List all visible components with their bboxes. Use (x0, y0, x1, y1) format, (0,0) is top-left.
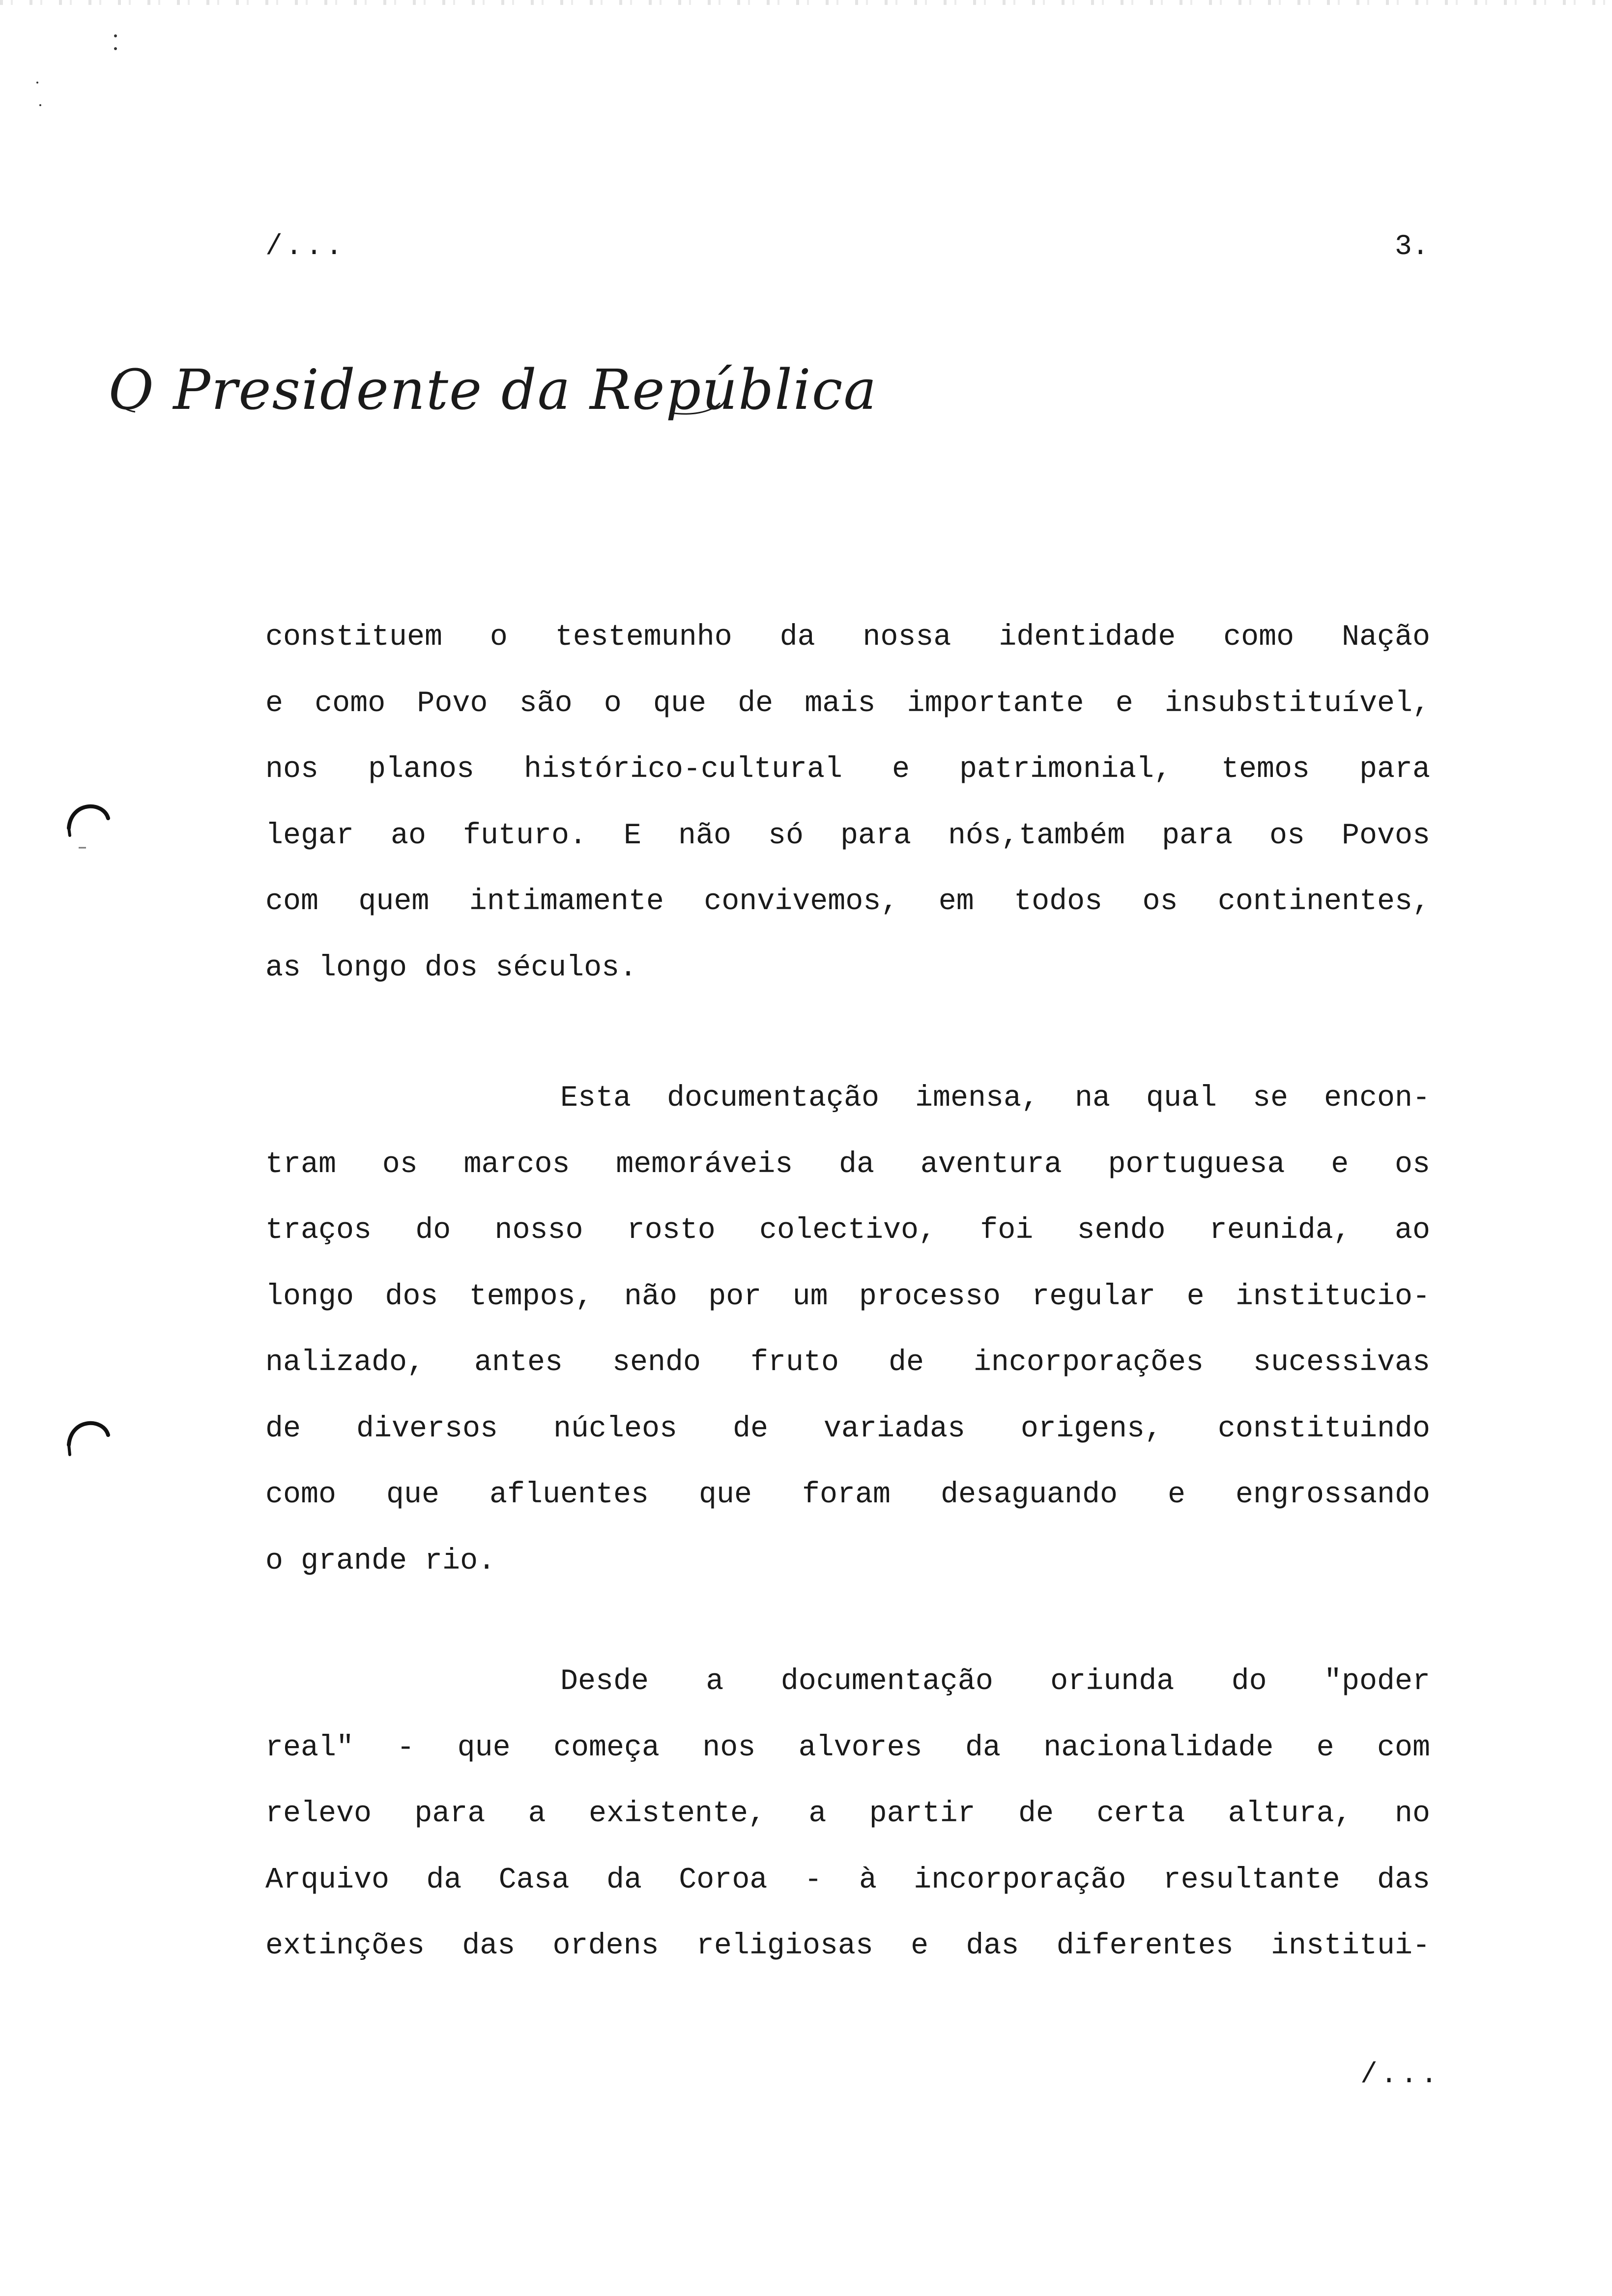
text-line: tram os marcos memoráveis da aventura portuguesa e os (265, 1148, 1430, 1181)
text-line: Desde a documentação oriunda do "poder (560, 1665, 1430, 1698)
punch-hole-mark (64, 1415, 113, 1469)
body-paragraph-3 (265, 1649, 1430, 1980)
text-line: constituem o testemunho da nossa identidade como Nação (265, 621, 1430, 654)
text-line: nos planos histórico-cultural e patrimonial, temos para (265, 753, 1430, 786)
text-line: Arquivo da Casa da Coroa - à incorporação resultante das (265, 1863, 1430, 1897)
text-line: com quem intimamente convivemos, em todos os continentes, (265, 885, 1430, 918)
text-line: legar ao futuro. E não só para nós,também para os Povos (265, 819, 1430, 853)
text-line: as longo dos séculos. (265, 951, 637, 985)
page-number: 3. (1395, 231, 1429, 263)
header-continuation-mark: /... (265, 231, 346, 263)
footer-continuation-mark: /... (1360, 2059, 1441, 2091)
punch-hole-mark (64, 799, 113, 853)
text-line: extinções das ordens religiosas e das diferentes institui- (265, 1929, 1430, 1963)
text-line: de diversos núcleos de variadas origens, constituindo (265, 1412, 1430, 1446)
body-paragraph-1 (265, 604, 1430, 1001)
text-line: como que afluentes que foram desaguando e engrossando (265, 1478, 1430, 1512)
scan-speck (36, 82, 38, 84)
scan-speck (114, 34, 117, 37)
text-line: longo dos tempos, não por um processo regular e institucio- (265, 1280, 1430, 1314)
text-line: real" - que começa nos alvores da nacionalidade e com (265, 1731, 1430, 1765)
scan-edge-artifact (0, 0, 1612, 5)
text-line: relevo para a existente, a partir de certa altura, no (265, 1797, 1430, 1831)
text-line: nalizado, antes sendo fruto de incorporações sucessivas (265, 1346, 1430, 1379)
text-line: o grande rio. (265, 1544, 496, 1578)
body-paragraph-2 (265, 1065, 1430, 1594)
text-line: traços do nosso rosto colectivo, foi sendo reunida, ao (265, 1214, 1430, 1247)
scan-speck (39, 104, 41, 106)
text-line: Esta documentação imensa, na qual se encon- (560, 1082, 1430, 1115)
presidential-letterhead (106, 354, 878, 432)
text-line: e como Povo são o que de mais importante e insubstituível, (265, 687, 1430, 720)
letterhead-script-graphic (106, 354, 878, 432)
svg-text:O Presidente da República: O Presidente da República (109, 358, 878, 422)
scan-speck (114, 47, 117, 50)
